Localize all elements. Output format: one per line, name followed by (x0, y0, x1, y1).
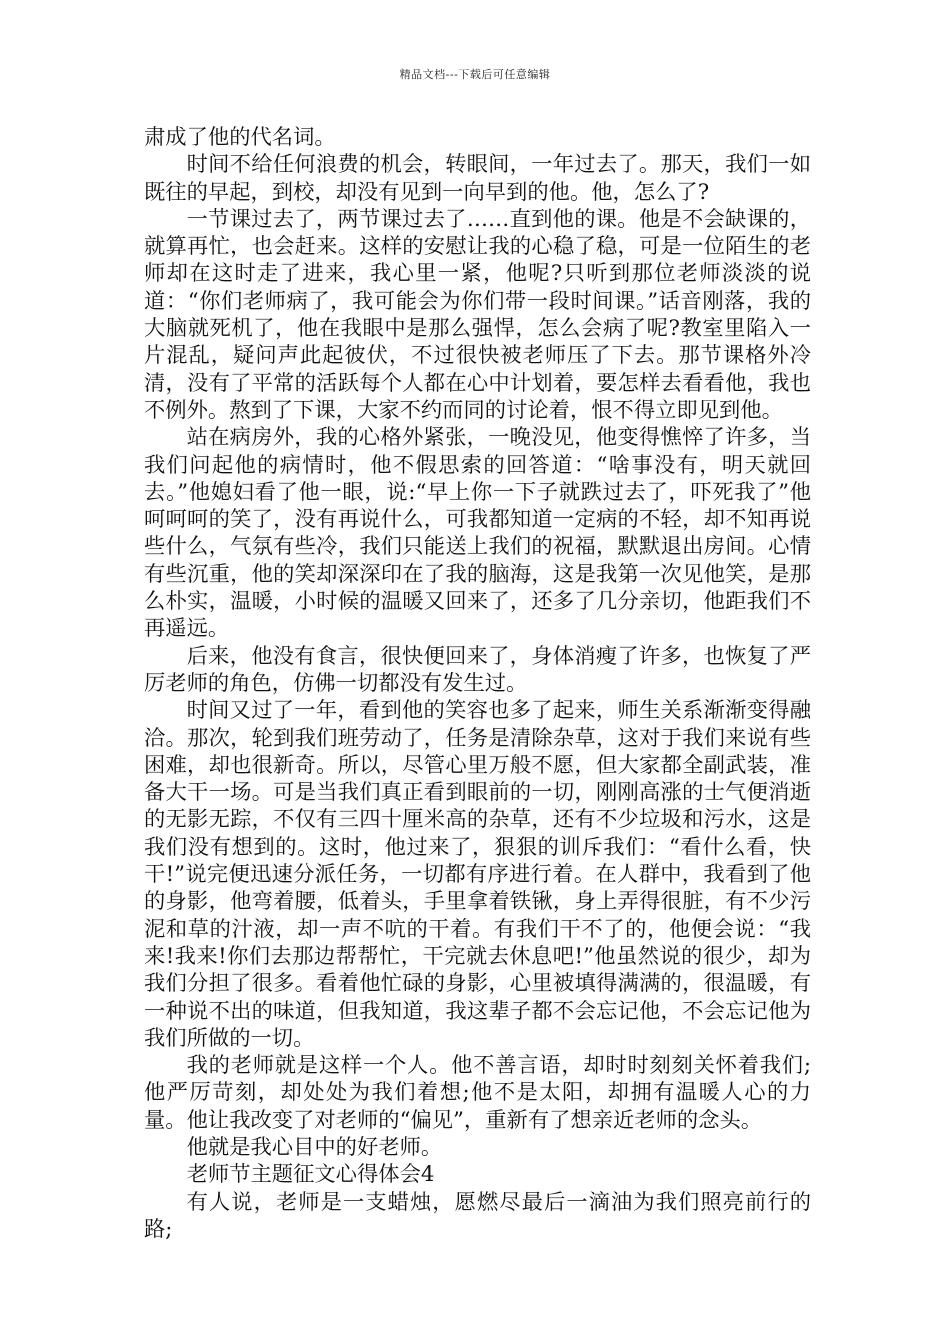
paragraph: 我的老师就是这样一个人。他不善言语，却时时刻刻关怀着我们;他严厉苛刻，却处处为我们着想;他不是太阳，却拥有温暖人心的力量。他让我改变了对老师的“偏见”，重新有了想亲近老师的念头。 (144, 1053, 811, 1133)
paragraph: 站在病房外，我的心格外紧张，一晚没见，他变得憔悴了许多，当我们问起他的病情时，他不假思索的回答道：“啥事没有，明天就回去。”他媳妇看了他一眼，说:“早上你一下子就跌过去了，吓死我了”他呵呵呵的笑了，没有再说什么，可我都知道一定病的不轻，却不知再说些什么，气氛有些冷，我们只能送上我们的祝福，默默退出房间。心情有些沉重，他的笑却深深印在了我的脑海，这是我第一次见他笑，是那么朴实，温暖，小时候的温暖又回来了，还多了几分亲切，他距我们不再遥远。 (144, 425, 811, 642)
section-title: 老师节主题征文心得体会4 (186, 1162, 435, 1188)
paragraph: 时间又过了一年，看到他的笑容也多了起来，师生关系渐渐变得融洽。那次，轮到我们班劳动了，任务是清除杂草，这对于我们来说有些困难，却也很新奇。所以，尽管心里万般不愿，但大家都全副武装，准备大干一场。可是当我们真正看到眼前的一切，刚刚高涨的士气便消逝的无影无踪，不仅有三四十厘米高的杂草，还有不少垃圾和污水，这是我们没有想到的。这时，他过来了，狠狠的训斥我们：“看什么看，快干!”说完便迅速分派任务，一切都有序进行着。在人群中，我看到了他的身影，他弯着腰，低着头，手里拿着铁锹，身上弄得很脏，有不少污泥和草的汁液，却一声不吭的干着。有我们干不了的，他便会说：“我来!我来!你们去那边帮帮忙，干完就去休息吧!”他虽然说的很少，却为我们分担了很多。看着他忙碌的身影，心里被填得满满的，很温暖，有一种说不出的味道，但我知道，我这辈子都不会忘记他，不会忘记他为我们所做的一切。 (144, 698, 811, 1051)
paragraph: 肃成了他的代名词。 (144, 125, 336, 150)
paragraph: 他就是我心目中的好老师。 (186, 1134, 443, 1160)
paragraph: 有人说，老师是一支蜡烛，愿燃尽最后一滴油为我们照亮前行的路; (144, 1189, 811, 1242)
document-body (144, 124, 811, 1243)
paragraph: 后来，他没有食言，很快便回来了，身体消瘦了许多，也恢复了严厉老师的角色，仿佛一切都没有发生过。 (144, 643, 811, 696)
page-header: 精品文档---下载后可任意编辑 (399, 68, 551, 81)
paragraph: 时间不给任何浪费的机会，转眼间，一年过去了。那天，我们一如既往的早起，到校，却没有见到一向早到的他。他，怎么了? (144, 152, 811, 205)
paragraph: 一节课过去了，两节课过去了……直到他的课。他是不会缺课的，就算再忙，也会赶来。这样的安慰让我的心稳了稳，可是一位陌生的老师却在这时走了进来，我心里一紧，他呢?只听到那位老师淡淡的说道：“你们老师病了，我可能会为你们带一段时间课。”话音刚落，我的大脑就死机了，他在我眼中是那么强悍，怎么会病了呢?教室里陷入一片混乱，疑问声此起彼伏，不过很快被老师压了下去。那节课格外冷清，没有了平常的活跃每个人都在心中计划着，要怎样去看看他，我也不例外。熬到了下课，大家不约而同的讨论着，恨不得立即见到他。 (144, 206, 811, 423)
